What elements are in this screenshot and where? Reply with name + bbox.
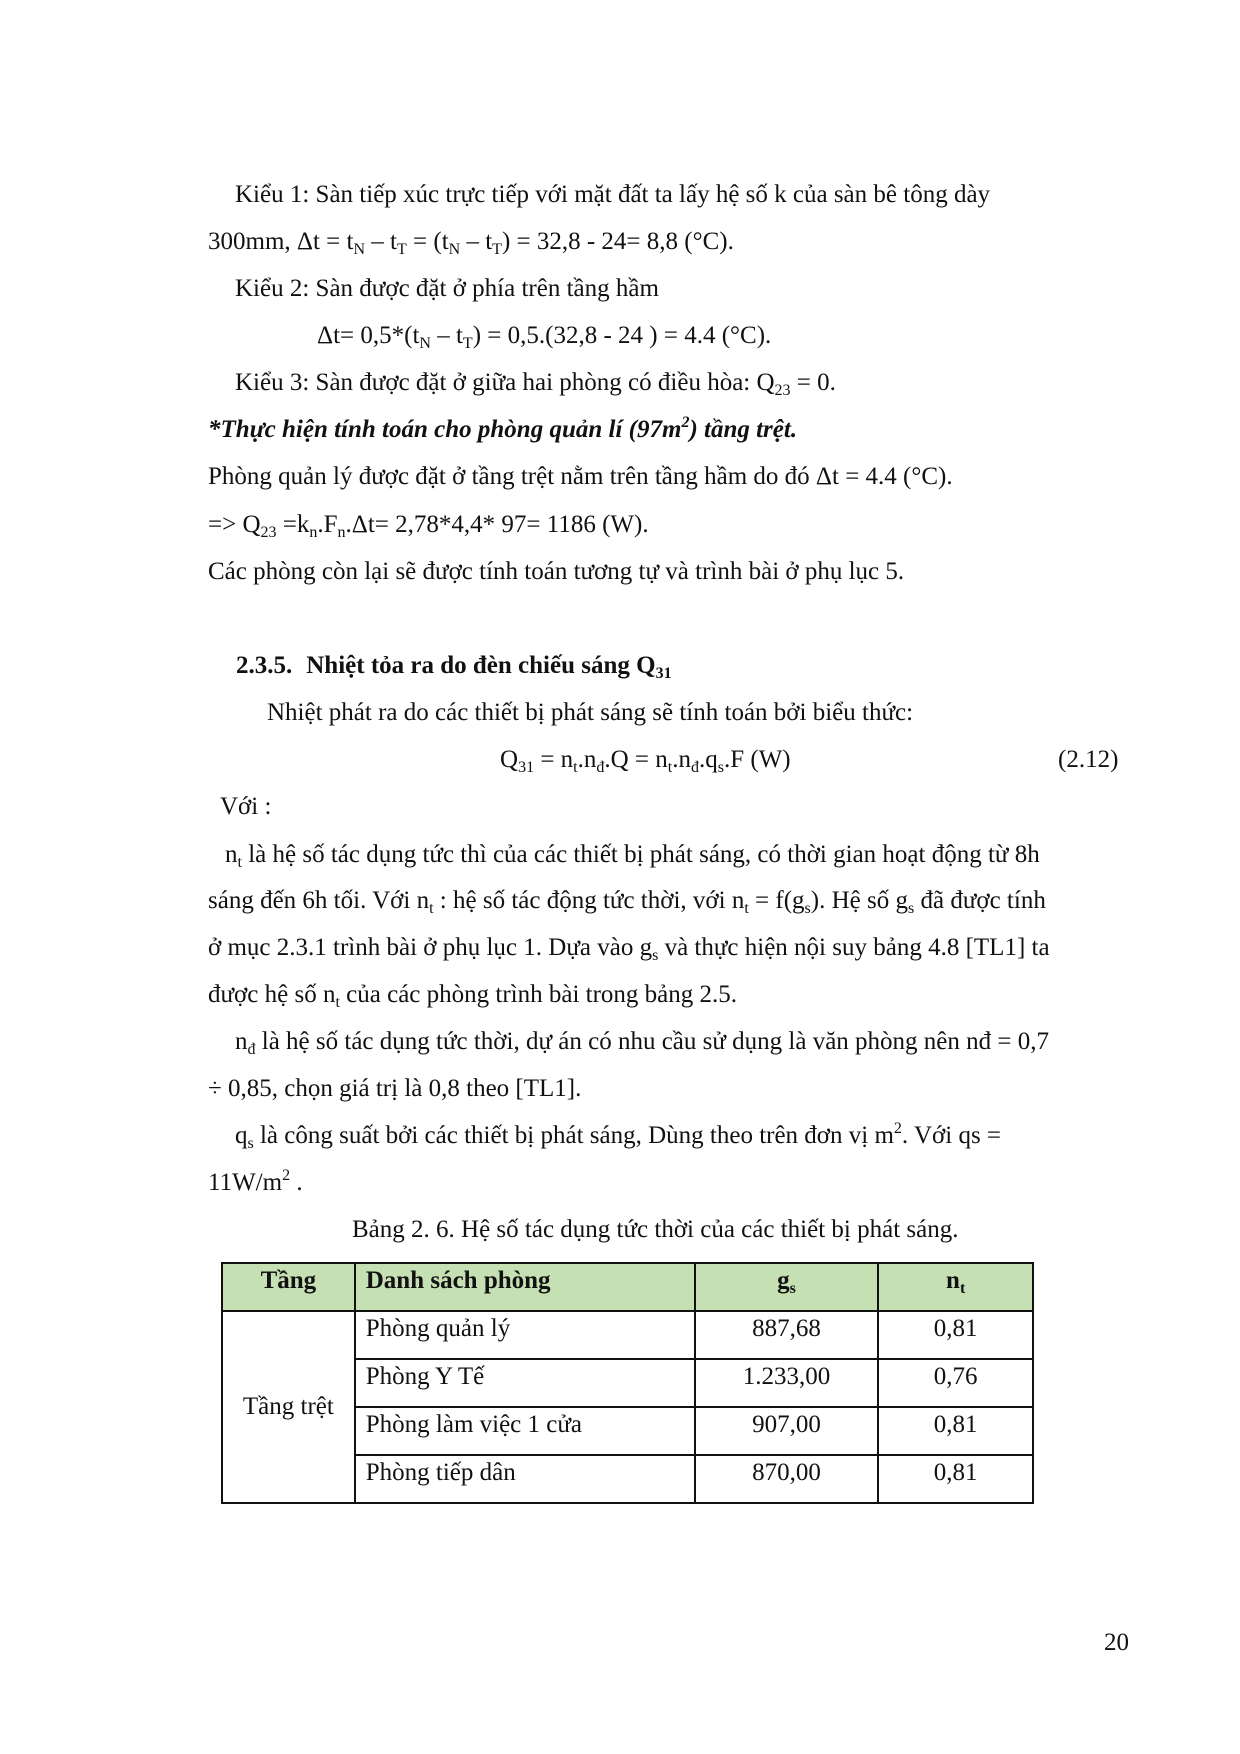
nt-text: : hệ số tác động tức thời, với n bbox=[433, 887, 745, 914]
nt-line-3 bbox=[208, 933, 1050, 963]
room-cell bbox=[355, 1311, 695, 1359]
gs-cell bbox=[695, 1455, 879, 1503]
gs-cell bbox=[695, 1311, 879, 1359]
kieu1-text: Sàn tiếp xúc trực tiếp với mặt đất ta lấy hệ số k của sàn bê tông dày bbox=[309, 181, 991, 208]
nt-value: 0,76 bbox=[933, 1363, 978, 1390]
subscript: N bbox=[448, 241, 461, 258]
subscript: 31 bbox=[518, 759, 535, 776]
kieu2-label: Kiểu 2: bbox=[235, 275, 310, 302]
nt-text: n bbox=[225, 841, 238, 868]
eq-text: .q bbox=[698, 746, 718, 773]
room-name: Phòng quản lý bbox=[365, 1315, 511, 1342]
qs-line-1 bbox=[235, 1121, 1001, 1151]
nt-line-1 bbox=[225, 840, 1040, 870]
equation-number: (2.12) bbox=[1058, 746, 1119, 773]
room-name: Phòng tiếp dân bbox=[365, 1459, 516, 1486]
room-name: Phòng làm việc 1 cửa bbox=[365, 1411, 583, 1438]
subscript: đ bbox=[247, 1041, 256, 1058]
nt-value: 0,81 bbox=[933, 1411, 978, 1438]
section-heading bbox=[236, 651, 672, 681]
qs-text: q bbox=[235, 1122, 248, 1149]
nt-value: 0,81 bbox=[933, 1459, 978, 1486]
kieu1-cont-text: ) = 32,8 - 24= 8,8 (°C). bbox=[501, 228, 734, 255]
qs-text: 11W/m bbox=[208, 1169, 283, 1196]
nt-text: đã được tính bbox=[914, 887, 1046, 914]
with-label: Với : bbox=[220, 793, 272, 820]
kieu1-cont-text: – t bbox=[365, 228, 397, 255]
kieu1-cont-text: 300mm, Δt = t bbox=[208, 228, 354, 255]
eq-text: .n bbox=[672, 746, 691, 773]
header-rooms bbox=[355, 1263, 695, 1311]
intro-line: Nhiệt phát ra do các thiết bị phát sáng sẽ tính toán bởi biểu thức: bbox=[267, 699, 914, 726]
qs-text: . bbox=[290, 1169, 303, 1196]
formula-text: ) = 0,5.(32,8 - 24 ) = 4.4 (°C). bbox=[472, 322, 772, 349]
subscript: n bbox=[337, 524, 346, 541]
room-name: Phòng Y Tế bbox=[365, 1363, 485, 1390]
header-nt-text: n bbox=[946, 1267, 960, 1294]
header-rooms-text: Danh sách phòng bbox=[365, 1267, 551, 1294]
nt-line-4 bbox=[208, 980, 737, 1010]
subscript: N bbox=[353, 241, 366, 258]
eq-text: .n bbox=[577, 746, 597, 773]
kieu2-formula bbox=[317, 321, 771, 351]
calc-title-text: *Thực hiện tính toán cho phòng quản lí (97m bbox=[208, 416, 682, 443]
nt-text: được hệ số n bbox=[208, 981, 336, 1008]
subscript: đ bbox=[690, 759, 699, 776]
room-cell bbox=[355, 1455, 695, 1503]
table-row bbox=[222, 1311, 1033, 1359]
manager-room-line: Phòng quản lý được đặt ở tầng trệt nằm trên tầng hầm do đó Δt = 4.4 (°C). bbox=[208, 463, 953, 490]
subscript: T bbox=[492, 241, 502, 258]
header-floor-text: Tầng bbox=[260, 1267, 317, 1294]
gs-value: 870,00 bbox=[752, 1459, 821, 1486]
floor-name: Tầng trệt bbox=[242, 1393, 334, 1420]
result-text: => Q bbox=[208, 511, 261, 538]
other-rooms-line: Các phòng còn lại sẽ được tính toán tương tự và trình bài ở phụ lục 5. bbox=[208, 558, 905, 585]
subscript: s bbox=[789, 1280, 796, 1297]
nt-text: là hệ số tác dụng tức thì của các thiết bị phát sáng, có thời gian hoạt động từ 8h bbox=[241, 841, 1040, 868]
equation bbox=[500, 745, 791, 775]
nt-line-2 bbox=[208, 886, 1046, 916]
table-header-row bbox=[222, 1263, 1033, 1311]
subscript: t bbox=[959, 1280, 966, 1297]
kieu1-cont-text: – t bbox=[460, 228, 493, 255]
kieu2-text: Sàn được đặt ở phía trên tầng hầm bbox=[309, 275, 659, 302]
subscript: n bbox=[309, 524, 318, 541]
eq-text: .F (W) bbox=[723, 746, 791, 773]
nt-value: 0,81 bbox=[933, 1315, 978, 1342]
subscript: T bbox=[396, 241, 407, 258]
nt-cell bbox=[878, 1311, 1033, 1359]
nd-line-2: ÷ 0,85, chọn giá trị là 0,8 theo [TL1]. bbox=[208, 1075, 582, 1102]
subscript: s bbox=[652, 947, 659, 964]
section-number: 2.3.5. bbox=[236, 652, 293, 679]
page-number: 20 bbox=[1104, 1629, 1129, 1656]
result-line bbox=[208, 510, 649, 540]
header-nt bbox=[878, 1263, 1033, 1311]
lighting-coefficient-table bbox=[221, 1262, 1034, 1504]
nt-text: sáng đến 6h tối. Với n bbox=[208, 887, 430, 914]
nt-cell bbox=[878, 1455, 1033, 1503]
calc-title bbox=[208, 415, 797, 445]
eq-text: .Q = n bbox=[604, 746, 668, 773]
result-text: =k bbox=[276, 511, 310, 538]
table-caption: Bảng 2. 6. Hệ số tác dụng tức thời của các thiết bị phát sáng. bbox=[352, 1216, 959, 1243]
gs-cell bbox=[695, 1407, 879, 1455]
subscript: t bbox=[573, 759, 578, 776]
qs-text: . Với qs = bbox=[901, 1122, 1002, 1149]
qs-line-2 bbox=[208, 1168, 303, 1198]
header-floor bbox=[222, 1263, 355, 1311]
qs-text: là công suất bởi các thiết bị phát sáng, Dùng theo trên đơn vị m bbox=[253, 1122, 894, 1149]
subscript: t bbox=[429, 900, 434, 917]
header-gs-text: g bbox=[777, 1267, 790, 1294]
nd-text: n bbox=[235, 1028, 248, 1055]
nd-text: là hệ số tác dụng tức thời, dự án có nhu cầu sử dụng là văn phòng nên nđ = 0,7 bbox=[255, 1028, 1050, 1055]
formula-text: – t bbox=[430, 322, 463, 349]
subscript: s bbox=[717, 759, 724, 776]
eq-text: = n bbox=[534, 746, 574, 773]
kieu3-text: = 0. bbox=[790, 369, 836, 396]
calc-title-text: . bbox=[790, 416, 798, 443]
kieu1-line bbox=[235, 180, 990, 210]
section-title: Nhiệt tỏa ra do đèn chiếu sáng Q bbox=[306, 652, 656, 679]
kieu3-text: Sàn được đặt ở giữa hai phòng có điều hòa: Q bbox=[309, 369, 775, 396]
subscript: T bbox=[462, 335, 473, 352]
superscript: 2 bbox=[282, 1167, 291, 1184]
calc-title-text: ) tầng trệt bbox=[689, 416, 791, 443]
floor-cell bbox=[222, 1311, 355, 1503]
eq-text: Q bbox=[500, 746, 519, 773]
nt-cell bbox=[878, 1359, 1033, 1407]
nt-text: và thực hiện nội suy bảng 4.8 [TL1] ta bbox=[658, 934, 1050, 961]
superscript: 2 bbox=[681, 414, 690, 431]
gs-value: 887,68 bbox=[752, 1315, 821, 1342]
nt-cell bbox=[878, 1407, 1033, 1455]
kieu2-line bbox=[235, 274, 659, 304]
subscript: 31 bbox=[655, 665, 672, 682]
subscript: đ bbox=[596, 759, 605, 776]
subscript: t bbox=[237, 854, 242, 871]
gs-cell bbox=[695, 1359, 879, 1407]
nd-line-1 bbox=[235, 1027, 1049, 1057]
kieu1-continuation bbox=[208, 227, 734, 257]
kieu1-cont-text: = (t bbox=[406, 228, 449, 255]
subscript: s bbox=[907, 900, 915, 917]
superscript: 2 bbox=[893, 1120, 902, 1137]
gs-value: 907,00 bbox=[752, 1411, 821, 1438]
result-text: .Δt= 2,78*4,4* 97= 1186 (W). bbox=[345, 511, 649, 538]
nt-text: của các phòng trình bài trong bảng 2.5. bbox=[339, 981, 738, 1008]
kieu3-label: Kiểu 3: bbox=[235, 369, 310, 396]
subscript: 23 bbox=[774, 382, 791, 399]
subscript: t bbox=[744, 900, 749, 917]
room-cell bbox=[355, 1359, 695, 1407]
subscript: t bbox=[335, 994, 340, 1011]
subscript: 23 bbox=[260, 524, 277, 541]
subscript: t bbox=[667, 759, 673, 776]
kieu1-label: Kiểu 1: bbox=[235, 181, 310, 208]
gs-value: 1.233,00 bbox=[742, 1363, 831, 1390]
subscript: s bbox=[247, 1135, 254, 1152]
nt-text: = f(g bbox=[748, 887, 805, 914]
nt-text: ). Hệ số g bbox=[810, 887, 908, 914]
formula-text: Δt= 0,5*(t bbox=[317, 322, 420, 349]
room-cell bbox=[355, 1407, 695, 1455]
header-gs bbox=[695, 1263, 879, 1311]
result-text: .F bbox=[317, 511, 338, 538]
subscript: s bbox=[804, 900, 811, 917]
subscript: N bbox=[419, 335, 431, 352]
kieu3-line bbox=[235, 368, 836, 398]
nt-text: ở mục 2.3.1 trình bài ở phụ lục 1. Dựa vào g bbox=[208, 934, 653, 961]
